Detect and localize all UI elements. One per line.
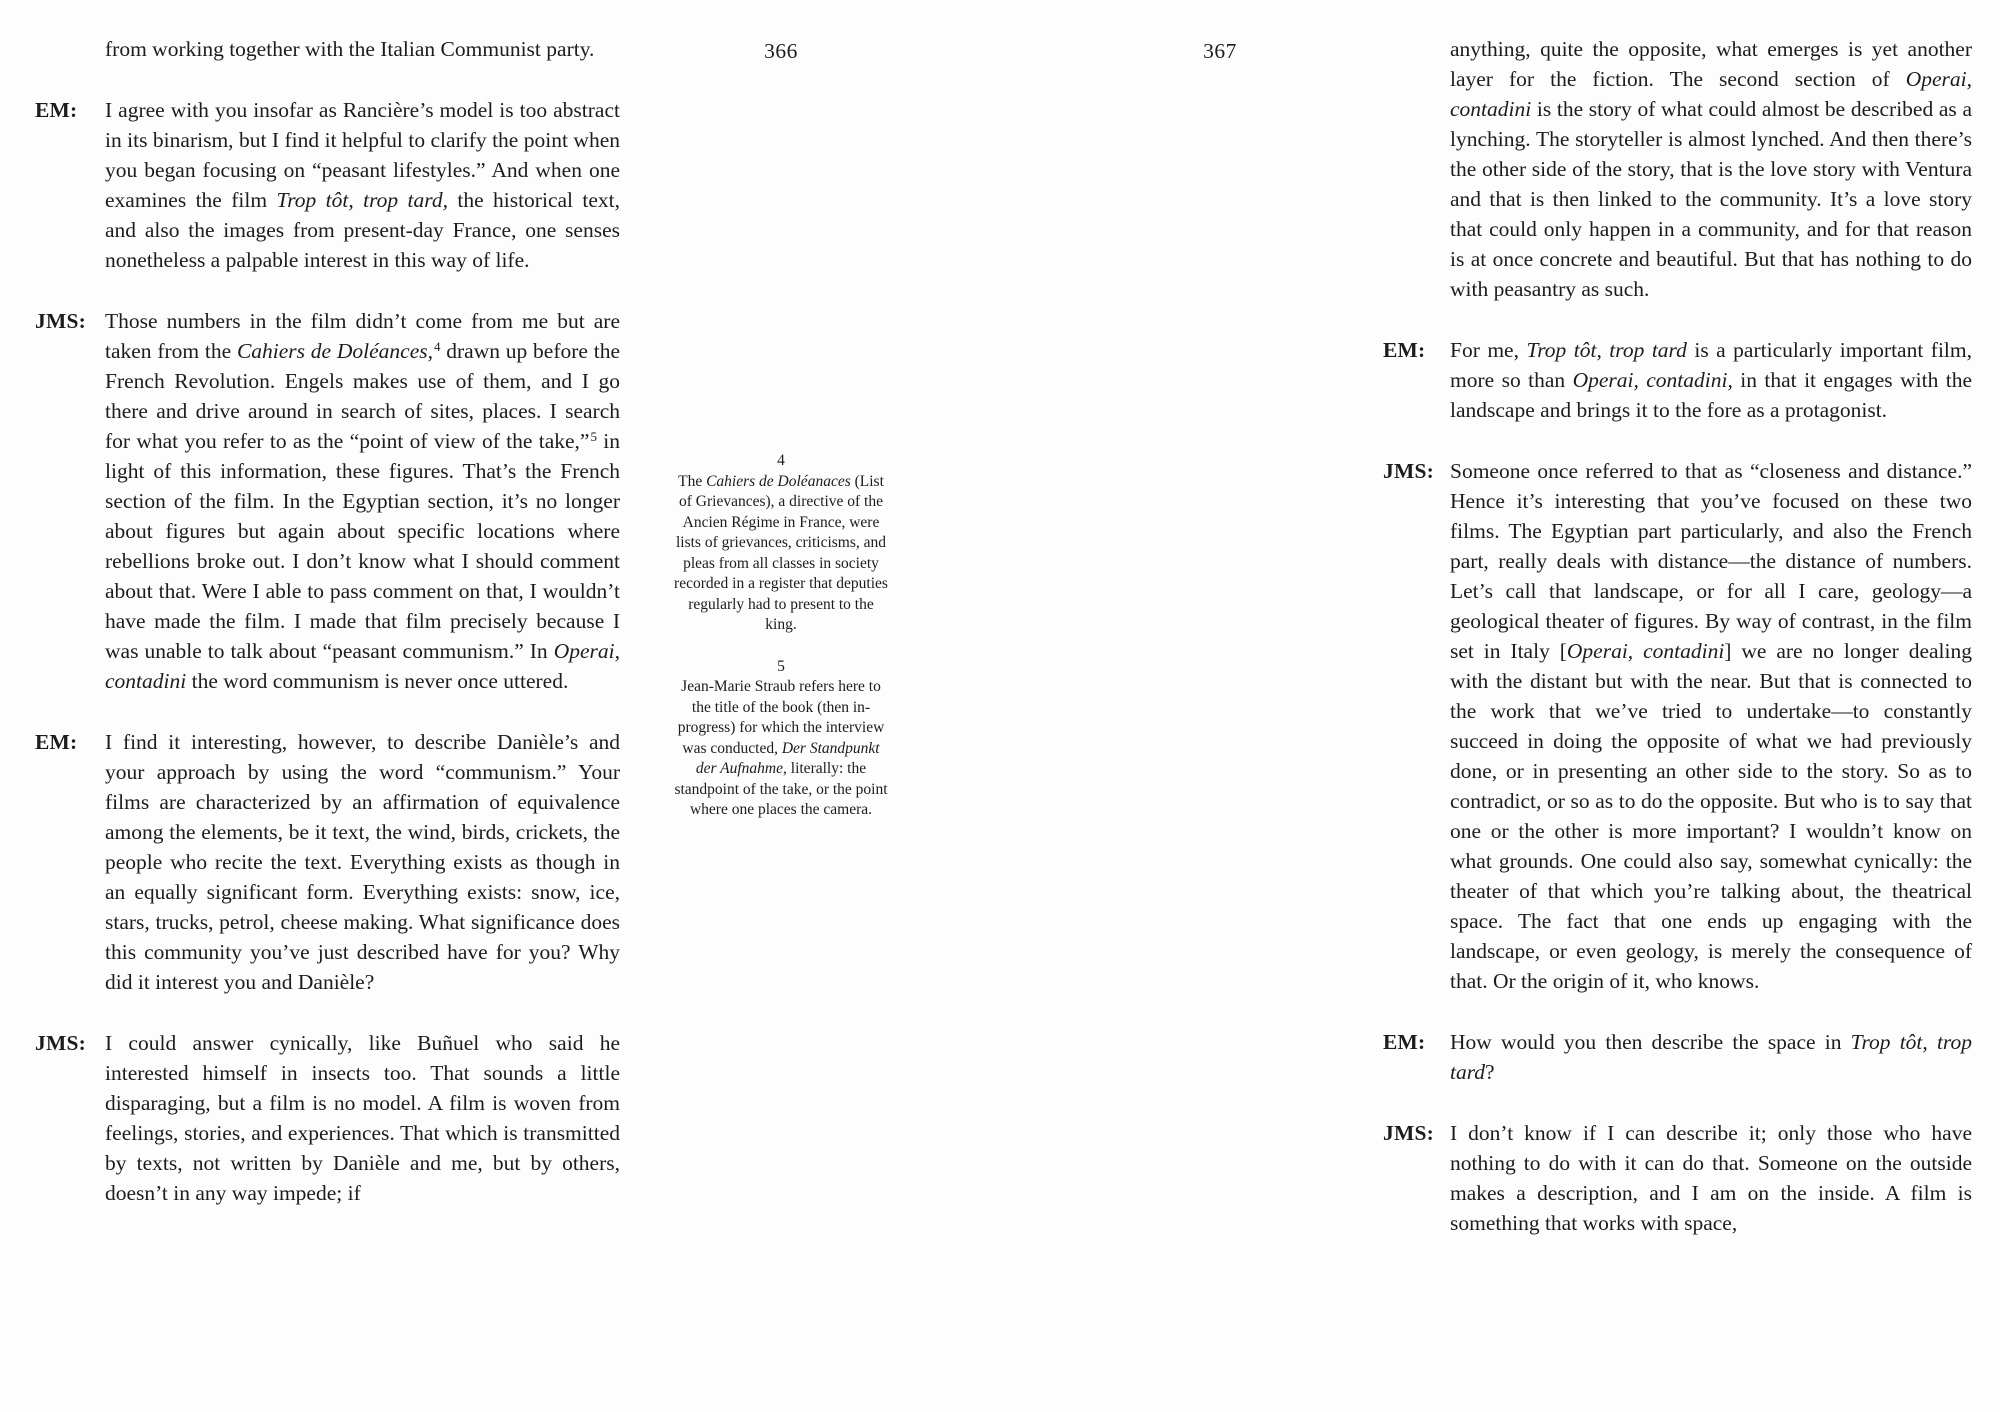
speaker-label: EM: bbox=[35, 730, 78, 754]
paragraph-text: I don’t know if I can describe it; only those who have nothing to do with it can do that. Someone on the outside makes a description, and I am on the inside. A film is something that works with space, bbox=[1450, 1121, 1972, 1235]
footnotes-column bbox=[674, 451, 888, 842]
interview-paragraph bbox=[35, 727, 620, 997]
footnote bbox=[674, 657, 888, 821]
page-number-right: 367 bbox=[1203, 39, 1237, 63]
interview-paragraph bbox=[35, 306, 620, 696]
page-number-left: 366 bbox=[764, 39, 798, 63]
footnote-text: The Cahiers de Doléanaces (List of Grievances), a directive of the Ancien Régime in France, were lists of grievances, criticisms, and pleas from all classes in society recorded in a register that deputies regularly had to present to the king. bbox=[674, 472, 888, 633]
interview-paragraph bbox=[1383, 34, 1972, 304]
speaker-label: EM: bbox=[1383, 1030, 1426, 1054]
speaker-label bbox=[1383, 34, 1450, 304]
paragraph-text: Someone once referred to that as “closeness and distance.” Hence it’s interesting that you’ve focused on these two films. The Egyptian part particularly, and also the French part, really deals with distance—the distance of numbers. Let’s call that landscape, or for all I care, geology—a geological theater of figures. By way of contrast, in the film set in Italy [Operai, contadini] we are no longer dealing with the distant but with the near. But that is connected to the work that we’ve tried to undertake—to constantly succeed in doing the opposite of what we had previously done, or in presenting an other side to the story. So as to contradict, or so as to do the opposite. But who is to say that one or the other is more important? I wouldn’t know on what grounds. One could also say, somewhat cynically: the theater of that which you’re talking about, the theatrical space. The fact that one ends up engaging with the landscape, or even geology, is merely the consequence of that. Or the origin of it, who knows. bbox=[1450, 459, 1973, 993]
paragraph-text: I could answer cynically, like Buñuel who said he interested himself in insects too. That sounds a little disparaging, but a film is no model. A film is woven from feelings, stories, and experiences. That which is transmitted by texts, not written by Danièle and me, but by others, doesn’t in any way impede; if bbox=[105, 1031, 620, 1205]
interview-paragraph bbox=[35, 34, 620, 64]
footnote-number: 5 bbox=[777, 657, 785, 675]
paragraph-text: I agree with you insofar as Rancière’s model is too abstract in its binarism, but I find it helpful to clarify the point when you began focusing on “peasant lifestyles.” And when one examines the film Trop tôt, trop tard, the historical text, and also the images from present-day France, one senses nonetheless a palpable interest in this way of life. bbox=[105, 98, 621, 272]
footnote bbox=[674, 451, 888, 636]
speaker-label: EM: bbox=[35, 98, 78, 122]
paragraph-text: I find it interesting, however, to describe Danièle’s and your approach by using the word “communism.” Your films are characterized by an affirmation of equivalence among the elements, be it text, the wind, birds, crickets, the people who recite the text. Everything exists as though in an equally significant form. Everything exists: snow, ice, stars, trucks, petrol, cheese making. What significance does this community you’ve just described have for you? Why did it interest you and Danièle? bbox=[105, 730, 620, 994]
interview-paragraph bbox=[1383, 335, 1972, 425]
paragraph-text: anything, quite the opposite, what emerges is yet another layer for the fiction. The second section of Operai, contadini is the story of what could almost be described as a lynching. The storyteller is almost lynched. And then there’s the other side of the story, that is the love story with Ventura and that is then linked to the community. It’s a love story that could only happen in a community, and for that reason is at once concrete and beautiful. But that has nothing to do with peasantry as such. bbox=[1450, 37, 1972, 301]
interview-paragraph bbox=[1383, 1027, 1972, 1087]
speaker-label: JMS: bbox=[35, 309, 86, 333]
speaker-label: JMS: bbox=[1383, 1121, 1434, 1145]
interview-paragraph bbox=[35, 95, 620, 275]
footnote-text: Jean-Marie Straub refers here to the title of the book (then in-progress) for which the interview was conducted, Der Standpunkt der Aufnahme, literally: the standpoint of the take, or the point where one places the camera. bbox=[674, 678, 888, 818]
interview-paragraph bbox=[1383, 456, 1972, 996]
speaker-label: EM: bbox=[1383, 338, 1426, 362]
speaker-label: JMS: bbox=[35, 1031, 86, 1055]
speaker-label: JMS: bbox=[1383, 459, 1434, 483]
right-page-text bbox=[1383, 34, 1972, 1238]
interview-paragraph bbox=[35, 1028, 620, 1208]
footnote-number: 4 bbox=[777, 452, 785, 469]
paragraph-text: How would you then describe the space in Trop tôt, trop tard? bbox=[1450, 1030, 1972, 1084]
left-page-text bbox=[35, 34, 620, 1208]
speaker-label bbox=[35, 34, 105, 64]
paragraph-text: from working together with the Italian Communist party. bbox=[105, 37, 595, 61]
paragraph-text: For me, Trop tôt, trop tard is a particularly important film, more so than Operai, contadini, in that it engages with the landscape and brings it to the fore as a protagonist. bbox=[1450, 338, 1973, 422]
interview-paragraph bbox=[1383, 1118, 1972, 1238]
paragraph-text: Those numbers in the film didn’t come from me but are taken from the Cahiers de Doléances,$^4$ drawn up before the French Revolution. Engels makes use of them, and I go there and drive around in search of sites, places. I search for what you refer to as the “point of view of the take,”$^5$ in light of this information, these figures. That’s the French section of the film. In the Egyptian section, it’s no longer about figures but again about specific locations where rebellions broke out. I don’t know what I should comment about that. Were I able to pass comment on that, I wouldn’t have made the film. I made that film precisely because I was unable to talk about “peasant communism.” In Operai, contadini the word communism is never once uttered. bbox=[105, 309, 620, 693]
